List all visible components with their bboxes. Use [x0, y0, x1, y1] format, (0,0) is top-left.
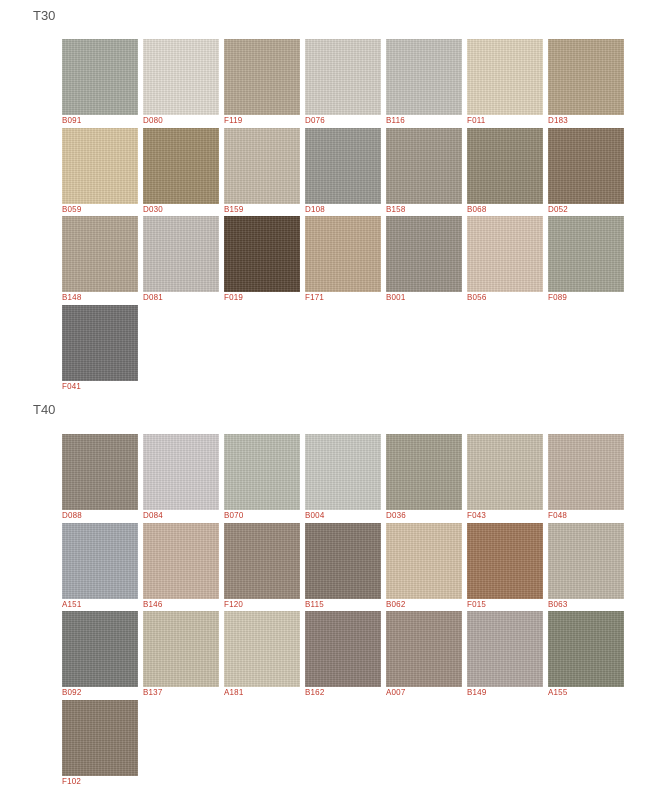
swatch-item[interactable]: [62, 434, 138, 523]
swatch-item[interactable]: [305, 611, 381, 700]
swatch-item[interactable]: [305, 128, 381, 217]
swatch-code: D108: [305, 204, 325, 214]
swatch-code: A155: [548, 688, 568, 697]
swatch-code: B162: [305, 688, 325, 697]
swatch-code: D088: [62, 511, 82, 520]
swatch-item[interactable]: [143, 523, 219, 612]
swatch-item[interactable]: [467, 216, 543, 305]
swatch-code: F048: [548, 511, 568, 520]
fabric-swatch[interactable]: [305, 128, 381, 204]
fabric-swatch[interactable]: [62, 523, 138, 599]
swatch-code: D081: [143, 293, 163, 302]
swatch-item[interactable]: [143, 128, 219, 217]
swatch-item[interactable]: [548, 39, 624, 128]
fabric-swatch[interactable]: [386, 611, 462, 687]
swatch-code: B070: [224, 511, 244, 520]
fabric-swatch[interactable]: [467, 611, 543, 687]
fabric-swatch[interactable]: [62, 305, 138, 381]
fabric-swatch[interactable]: [224, 128, 300, 204]
fabric-swatch[interactable]: [305, 39, 381, 115]
swatch-item[interactable]: [305, 523, 381, 612]
fabric-swatch[interactable]: [548, 128, 624, 204]
fabric-swatch[interactable]: [62, 216, 138, 292]
fabric-swatch[interactable]: [305, 611, 381, 687]
swatch-grid-t30: [62, 39, 624, 393]
fabric-swatch[interactable]: [143, 611, 219, 687]
swatch-item[interactable]: [62, 305, 138, 394]
swatch-item[interactable]: [224, 434, 300, 523]
swatch-code: F171: [305, 293, 325, 302]
fabric-swatch[interactable]: [386, 216, 462, 292]
fabric-swatch[interactable]: [143, 128, 219, 204]
swatch-item[interactable]: [143, 611, 219, 700]
swatch-code: B146: [143, 599, 163, 609]
swatch-item[interactable]: [305, 434, 381, 523]
swatch-item[interactable]: [386, 611, 462, 700]
swatch-item[interactable]: [548, 128, 624, 217]
swatch-grid-t40: [62, 434, 624, 788]
fabric-swatch[interactable]: [62, 434, 138, 510]
swatch-code: F089: [548, 293, 568, 302]
swatch-code: F120: [224, 599, 244, 609]
fabric-swatch[interactable]: [386, 39, 462, 115]
fabric-swatch[interactable]: [224, 523, 300, 599]
swatch-item[interactable]: [62, 700, 138, 789]
swatch-item[interactable]: [305, 39, 381, 128]
swatch-item[interactable]: [143, 216, 219, 305]
fabric-swatch[interactable]: [224, 611, 300, 687]
swatch-item[interactable]: [224, 39, 300, 128]
swatch-code: D076: [305, 116, 325, 125]
swatch-item[interactable]: [386, 434, 462, 523]
swatch-item[interactable]: [62, 523, 138, 612]
swatch-item[interactable]: [143, 39, 219, 128]
swatch-code: F041: [62, 381, 82, 391]
fabric-swatch[interactable]: [548, 39, 624, 115]
swatch-item[interactable]: [62, 216, 138, 305]
swatch-item[interactable]: [467, 611, 543, 700]
swatch-code: F011: [467, 116, 486, 125]
swatch-code: B137: [143, 688, 163, 697]
swatch-item[interactable]: [224, 216, 300, 305]
swatch-item[interactable]: [224, 128, 300, 217]
swatch-code: A181: [224, 688, 244, 697]
swatch-item[interactable]: [224, 523, 300, 612]
swatch-code: B063: [548, 599, 568, 609]
swatch-code: F043: [467, 511, 487, 520]
fabric-swatch[interactable]: [548, 434, 624, 510]
fabric-swatch[interactable]: [548, 523, 624, 599]
fabric-swatch[interactable]: [467, 523, 543, 599]
fabric-swatch[interactable]: [224, 216, 300, 292]
fabric-swatch[interactable]: [143, 39, 219, 115]
swatch-item[interactable]: [224, 611, 300, 700]
swatch-item[interactable]: [548, 611, 624, 700]
swatch-code: D030: [143, 204, 163, 214]
swatch-item[interactable]: [467, 523, 543, 612]
swatch-code: B092: [62, 688, 82, 697]
swatch-code: B149: [467, 688, 487, 697]
swatch-code: B056: [467, 293, 487, 302]
swatch-code: B148: [62, 293, 82, 302]
fabric-swatch[interactable]: [386, 523, 462, 599]
swatch-code: B159: [224, 204, 244, 214]
swatch-item[interactable]: [548, 434, 624, 523]
swatch-item[interactable]: [386, 39, 462, 128]
swatch-code: D036: [386, 511, 406, 520]
swatch-item[interactable]: [386, 523, 462, 612]
fabric-swatch[interactable]: [62, 128, 138, 204]
swatch-item[interactable]: [386, 216, 462, 305]
swatch-item[interactable]: [467, 39, 543, 128]
fabric-swatch[interactable]: [62, 700, 138, 776]
swatch-code: D080: [143, 116, 163, 125]
swatch-item[interactable]: [305, 216, 381, 305]
fabric-swatch[interactable]: [143, 523, 219, 599]
fabric-swatch[interactable]: [467, 434, 543, 510]
fabric-swatch[interactable]: [224, 434, 300, 510]
swatch-item[interactable]: [548, 523, 624, 612]
swatch-item[interactable]: [548, 216, 624, 305]
swatch-item[interactable]: [62, 39, 138, 128]
swatch-item[interactable]: [467, 128, 543, 217]
swatch-item[interactable]: [467, 434, 543, 523]
fabric-swatch[interactable]: [386, 128, 462, 204]
swatch-code: B004: [305, 511, 325, 520]
fabric-swatch[interactable]: [143, 434, 219, 510]
fabric-swatch[interactable]: [386, 434, 462, 510]
fabric-swatch[interactable]: [62, 39, 138, 115]
fabric-swatch[interactable]: [467, 216, 543, 292]
swatch-code: D183: [548, 116, 568, 125]
swatch-item[interactable]: [62, 611, 138, 700]
fabric-swatch[interactable]: [305, 434, 381, 510]
swatch-code: B116: [386, 116, 405, 125]
swatch-item[interactable]: [386, 128, 462, 217]
fabric-swatch[interactable]: [143, 216, 219, 292]
swatch-code: A151: [62, 599, 82, 609]
fabric-swatch[interactable]: [548, 216, 624, 292]
section-title-t30: T30: [33, 8, 56, 23]
swatch-code: B115: [305, 599, 324, 609]
fabric-swatch[interactable]: [548, 611, 624, 687]
fabric-swatch[interactable]: [62, 611, 138, 687]
section-title-t40: T40: [33, 402, 56, 417]
swatch-code: B068: [467, 204, 487, 214]
swatch-code: A007: [386, 688, 406, 697]
swatch-code: D052: [548, 204, 568, 214]
swatch-code: F019: [224, 293, 244, 302]
fabric-swatch[interactable]: [305, 216, 381, 292]
swatch-item[interactable]: [62, 128, 138, 217]
swatch-code: B059: [62, 204, 82, 214]
swatch-code: F015: [467, 599, 487, 609]
fabric-swatch[interactable]: [467, 39, 543, 115]
fabric-swatch[interactable]: [467, 128, 543, 204]
swatch-code: B062: [386, 599, 406, 609]
swatch-code: B001: [386, 293, 406, 302]
swatch-code: B158: [386, 204, 406, 214]
fabric-swatch[interactable]: [224, 39, 300, 115]
swatch-item[interactable]: [143, 434, 219, 523]
swatch-code: F119: [224, 116, 243, 125]
swatch-code: F102: [62, 776, 82, 786]
swatch-code: D084: [143, 511, 163, 520]
swatch-code: B091: [62, 116, 82, 125]
fabric-swatch[interactable]: [305, 523, 381, 599]
